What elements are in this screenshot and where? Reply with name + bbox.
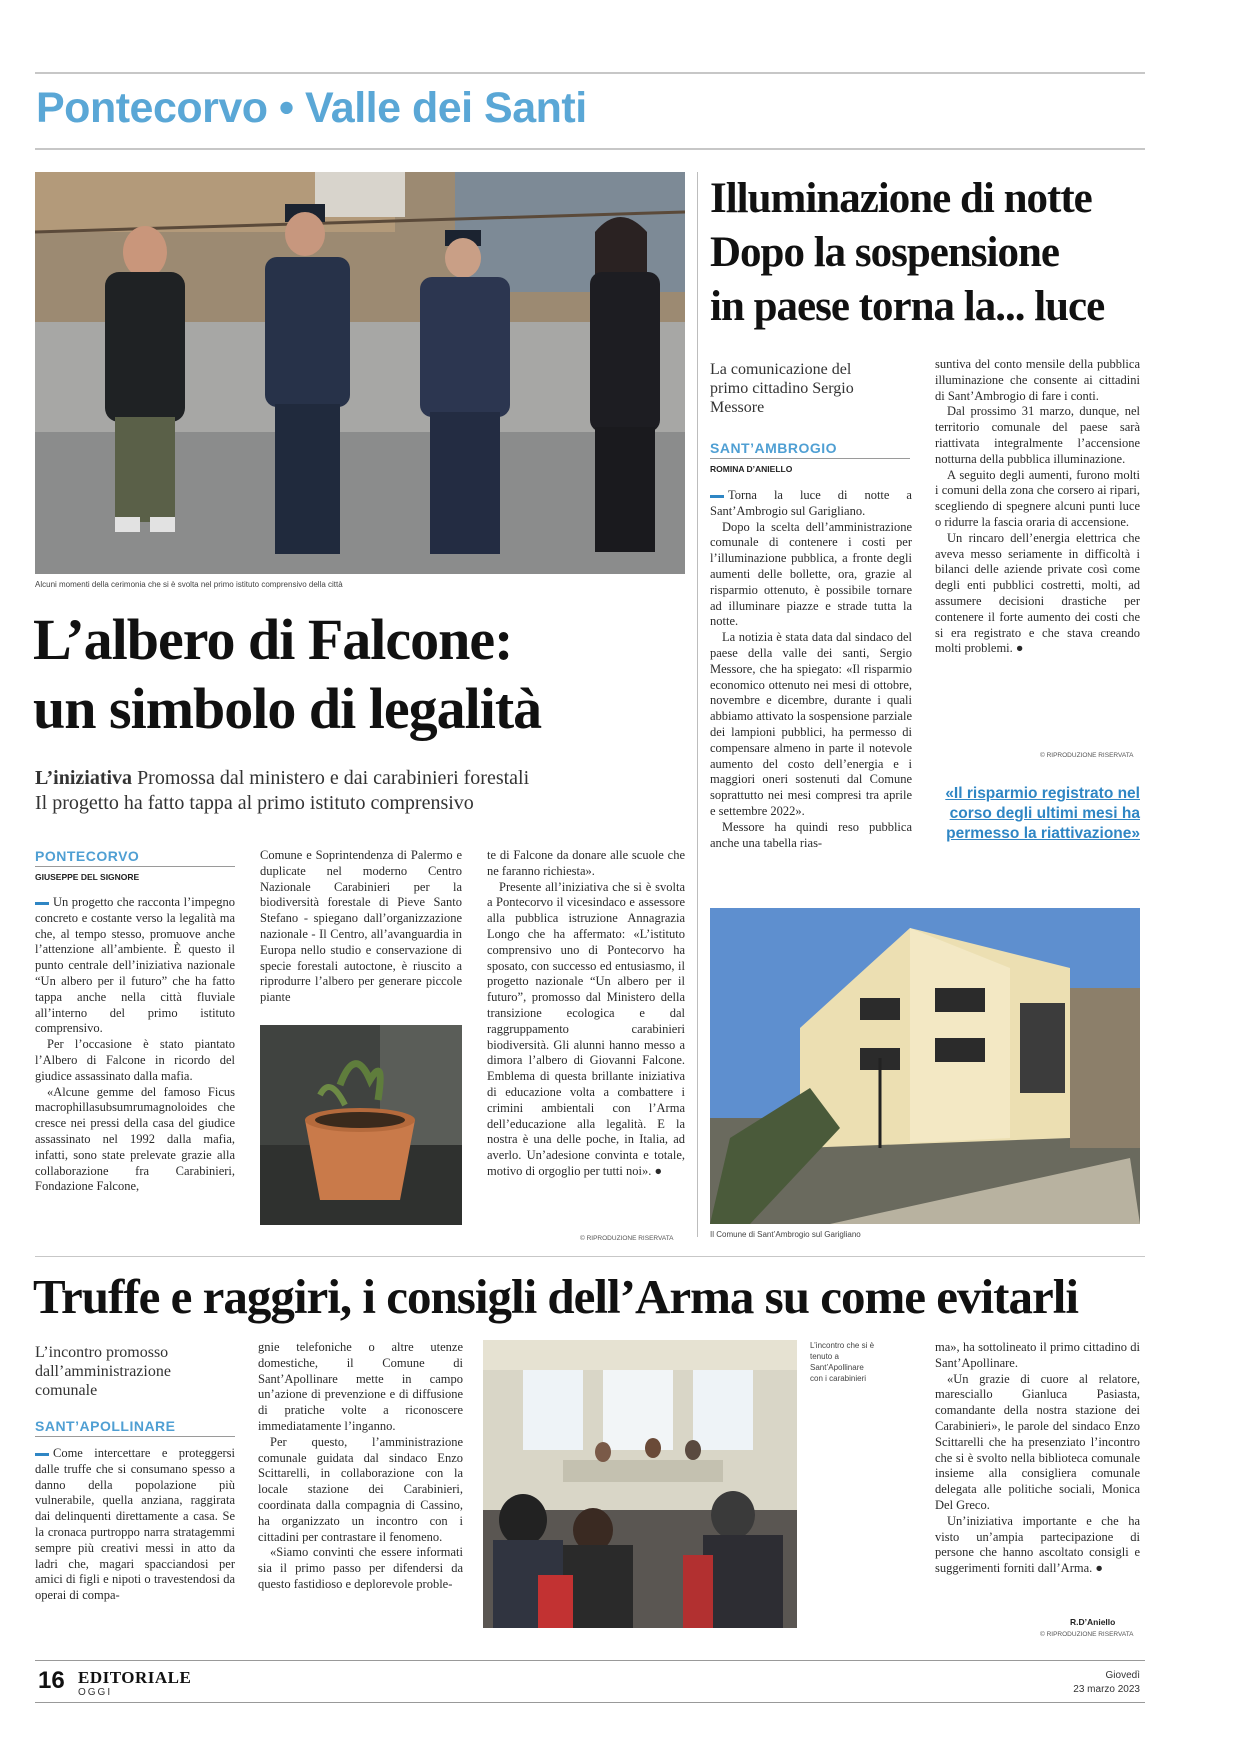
meeting-illustration bbox=[483, 1340, 797, 1628]
page-number: 16 bbox=[38, 1667, 65, 1694]
luce-standfirst: La comunicazione del primo cittadino Sergio Messore bbox=[710, 361, 854, 416]
luce-col1-p3: La notizia è stata data dal sindaco del paese della valle dei santi, Sergio Messore, che ha spiegato: «Il risparmio economico ottenuto nei mesi di ottobre, novembre e dicembre, durante i quali abbiamo attivato la sospensione parziale dei lampioni pubblici, ha permesso di compensare almeno in parte il notevole aumento del costo dell’energia e i maggiori oneri sostenuti dal Comune soprattutto nei mesi compresi tra aprile e settembre 2022». bbox=[710, 630, 912, 818]
luce-kicker: SANT’AMBROGIO bbox=[710, 440, 838, 456]
footer-rule-top bbox=[35, 1660, 1145, 1661]
luce-col2-p4: Un rincaro dell’energia elettrica che aveva messo seriamente in difficoltà i bilanci delle aziende private così come degli enti pubblici costretti, molti, ad assumere decisioni drastiche per contenere il forte aumento dei costi che si era registrato e che stava creando molti problemi. ● bbox=[935, 530, 1140, 656]
falcone-col3-p2: Presente all’iniziativa che si è svolta a Pontecorvo il vicesindaco e assessore alla pubblica istruzione Annagrazia Longo che ha affermato: «L’istituto comprensivo uno di Pontecorvo ha sposato, con successo ed entusiasmo, il progetto nazionale “Un albero per il futuro”, promosso dal Ministero della transizione ecologica e dal raggruppamento carabinieri biodiversità. Gli alunni hanno messo a dimora l’albero di Giovanni Falcone. Emblema di questa brillante iniziativa di educazione volta a combattere i crimini ambientali con l’Arma dell’educazione alla legalità. E la nostra è una delle poche, in Italia, ad averlo. Un’adesione convinta e totale, motivo di orgoglio per tutti noi». ● bbox=[487, 879, 685, 1178]
ceremony-photo bbox=[35, 172, 685, 574]
town-hall-illustration bbox=[710, 908, 1140, 1224]
falcone-standfirst bbox=[35, 766, 675, 816]
brand-name: EDITORIALE bbox=[78, 1668, 192, 1687]
section-rule bbox=[35, 148, 1145, 150]
luce-col1-p2: Dopo la scelta dell’amministrazione comunale di contenere i costi per l’illuminazione pubblica, a fronte degli aumenti delle bollette, ora, grazie al risparmio ottenuto, è possibile tornare ad illuminare piazze e strade tutta la notte. bbox=[710, 519, 912, 629]
falcone-tree-photo bbox=[260, 1025, 462, 1225]
date-day: Giovedì bbox=[1105, 1670, 1140, 1681]
truffe-col2-p2: Per questo, l’amministrazione comunale guidata dal sindaco Enzo Scittarelli, in collaborazione con la locale stazione dei Carabinieri, coordinata dalla compagnia di Cassino, ha organizzato un incontro con i cittadini per contrastare il fenomeno. bbox=[258, 1434, 463, 1544]
luce-col1-p1: Torna la luce di notte a Sant’Ambrogio sul Garigliano. bbox=[710, 488, 912, 518]
falcone-col2-text: Comune e Soprintendenza di Palermo e duplicate nel moderno Centro Nazionale Carabinieri per la biodiversità forestale di Pieve Santo Stefano - spiegano dall’organizzazione nazionale - Il Centro, all’avanguardia in Europa nello studio e conservazione di specie forestali autoctone, è riuscito a riprodurre l’albero per generare piccole piante bbox=[260, 848, 462, 1005]
lead-dash-icon bbox=[710, 495, 724, 498]
potted-tree-illustration bbox=[260, 1025, 462, 1225]
mid-rule bbox=[35, 1256, 1145, 1257]
truffe-col3-p1: ma», ha sottolineato il primo cittadino di Sant’Apollinare. bbox=[935, 1340, 1140, 1370]
truffe-headline: Truffe e raggiri, i consigli dell’Arma su come evitarli bbox=[33, 1269, 1078, 1324]
falcone-col3-p1: te di Falcone da donare alle scuole che ne faranno richiesta». bbox=[487, 848, 685, 878]
town-hall-photo-caption: Il Comune di Sant’Ambrogio sul Garigliano bbox=[710, 1230, 861, 1239]
truffe-col3-p2: «Un grazie di cuore al relatore, maresciallo Gianluca Pasiasta, comandante della nostra stazione dei Carabinieri», le parole del sindaco Enzo Scittarelli che ha presenziato l’incontro che si è svolto nella biblioteca comunale insieme alla consigliera comunale delegata alle politiche sociali, Monica Del Greco. bbox=[935, 1371, 1140, 1512]
falcone-col1-p1: Un progetto che racconta l’impegno concreto e costante verso la legalità ma che, al tempo stesso, promuove anche l’attenzione all’ambiente. È questo il punto centrale dell’iniziativa nazionale “Un albero per il futuro” che ha fatto tappa anche nella città fluviale all’interno del primo istituto comprensivo. bbox=[35, 895, 235, 1036]
luce-column-1 bbox=[710, 488, 912, 888]
truffe-standfirst: L’incontro promosso dall’amministrazione comunale bbox=[35, 1344, 171, 1399]
lead-dash-icon bbox=[35, 902, 49, 905]
truffe-col3-p3: Un’iniziativa importante e che ha visto un’ampia partecipazione di persone che hanno ascoltato consigli e suggerimenti forniti dall’Arma. ● bbox=[935, 1513, 1140, 1576]
falcone-kicker-line bbox=[35, 866, 235, 867]
ceremony-photo-caption: Alcuni momenti della cerimonia che si è svolta nel primo istituto comprensivo della città bbox=[35, 580, 343, 589]
date-full: 23 marzo 2023 bbox=[1073, 1684, 1140, 1695]
falcone-col1-p3: «Alcune gemme del famoso Ficus macrophillasubsumrumagnoloides che cresce nei pressi della casa del giudice assassinato nel 1992 dalla mafia, infatti, sono state prelevate grazie alla collaborazione fra Carabinieri, Fondazione Falcone, bbox=[35, 1084, 235, 1194]
falcone-column-3 bbox=[487, 848, 685, 1228]
truffe-col1-p1: Come intercettare e proteggersi dalle truffe che si consumano spesso a danno della popolazione più vulnerabile, quella anziana, raggirata dai delinquenti direttamente a casa. Se la cronaca purtroppo narra stratagemmi sempre più creativi messi in atto da ladri che, magari spacciandosi per amici di figli e nipoti o travestendosi da operai di compa- bbox=[35, 1446, 235, 1603]
luce-column-2 bbox=[935, 357, 1140, 750]
luce-copyright: © RIPRODUZIONE RISERVATA bbox=[1040, 752, 1134, 759]
truffe-kicker-line bbox=[35, 1436, 235, 1437]
luce-col2-p2: Dal prossimo 31 marzo, dunque, nel territorio comunale del paese sarà riattivata integralmente l’accensione notturna della pubblica illuminazione. bbox=[935, 404, 1140, 466]
ceremony-photo-illustration bbox=[35, 172, 685, 574]
luce-col2-p1: suntiva del conto mensile della pubblica illuminazione che consente ai cittadini di Sant’Ambrogio di fare i conti. bbox=[935, 357, 1140, 403]
falcone-standfirst-line1: Promossa dal ministero e dai carabinieri forestali bbox=[137, 767, 530, 789]
falcone-col1-p2: Per l’occasione è stato piantato l’Albero di Falcone in ricordo del giudice assassinato dalla mafia. bbox=[35, 1037, 235, 1083]
truffe-column-1 bbox=[35, 1446, 235, 1641]
section-title: Pontecorvo • Valle dei Santi bbox=[36, 84, 587, 132]
town-hall-photo bbox=[710, 908, 1140, 1224]
luce-headline-line2: Dopo la sospensione bbox=[710, 229, 1059, 276]
luce-headline-line3: in paese torna la... luce bbox=[710, 283, 1105, 330]
falcone-copyright: © RIPRODUZIONE RISERVATA bbox=[580, 1235, 674, 1242]
falcone-byline: GIUSEPPE DEL SIGNORE bbox=[35, 872, 140, 882]
luce-kicker-line bbox=[710, 458, 910, 459]
meeting-photo bbox=[483, 1340, 797, 1628]
truffe-col2-p1: gnie telefoniche o altre utenze domestiche, il Comune di Sant’Apollinare mette in campo un’azione di prevenzione e di diffusione di pratiche volte a riconoscere immediatamente l’inganno. bbox=[258, 1340, 463, 1433]
falcone-column-1 bbox=[35, 895, 235, 1225]
meeting-photo-caption: L’incontro che si è tenuto a Sant’Apollinare con i carabinieri bbox=[810, 1341, 875, 1383]
truffe-column-3 bbox=[935, 1340, 1140, 1615]
top-rule bbox=[35, 72, 1145, 74]
luce-col1-p4: Messore ha quindi reso pubblica anche una tabella rias- bbox=[710, 819, 912, 850]
truffe-col2-p3: «Siamo convinti che essere informati sia il primo passo per difendersi da questo fastidioso e deplorevole proble- bbox=[258, 1545, 463, 1591]
falcone-kicker: PONTECORVO bbox=[35, 848, 140, 864]
falcone-headline-line2: un simbolo di legalità bbox=[33, 676, 542, 741]
footer-rule-bottom bbox=[35, 1702, 1145, 1703]
truffe-column-2 bbox=[258, 1340, 463, 1640]
luce-headline-line1: Illuminazione di notte bbox=[710, 175, 1092, 222]
luce-pullquote: «Il risparmio registrato nel corso degli ultimi mesi ha permesso la riattivazione» bbox=[945, 785, 1140, 842]
falcone-column-2 bbox=[260, 848, 462, 1018]
luce-byline: ROMINA D’ANIELLO bbox=[710, 464, 793, 474]
lead-dash-icon bbox=[35, 1453, 49, 1456]
falcone-headline-line1: L’albero di Falcone: bbox=[33, 607, 513, 672]
truffe-kicker: SANT’APOLLINARE bbox=[35, 1418, 176, 1434]
truffe-signature: R.D’Aniello bbox=[1070, 1617, 1116, 1627]
falcone-standfirst-label: L’iniziativa bbox=[35, 767, 133, 789]
truffe-copyright: © RIPRODUZIONE RISERVATA bbox=[1040, 1631, 1134, 1638]
brand-subtitle: OGGI bbox=[78, 1687, 113, 1698]
column-separator bbox=[697, 172, 698, 1237]
luce-col2-p3: A seguito degli aumenti, furono molti i comuni della zona che corsero ai ripari, scegliendo di spegnere alcuni punti luce o ridurre la fascia oraria di accensione. bbox=[935, 467, 1140, 529]
falcone-standfirst-line2: Il progetto ha fatto tappa al primo istituto comprensivo bbox=[35, 792, 474, 814]
